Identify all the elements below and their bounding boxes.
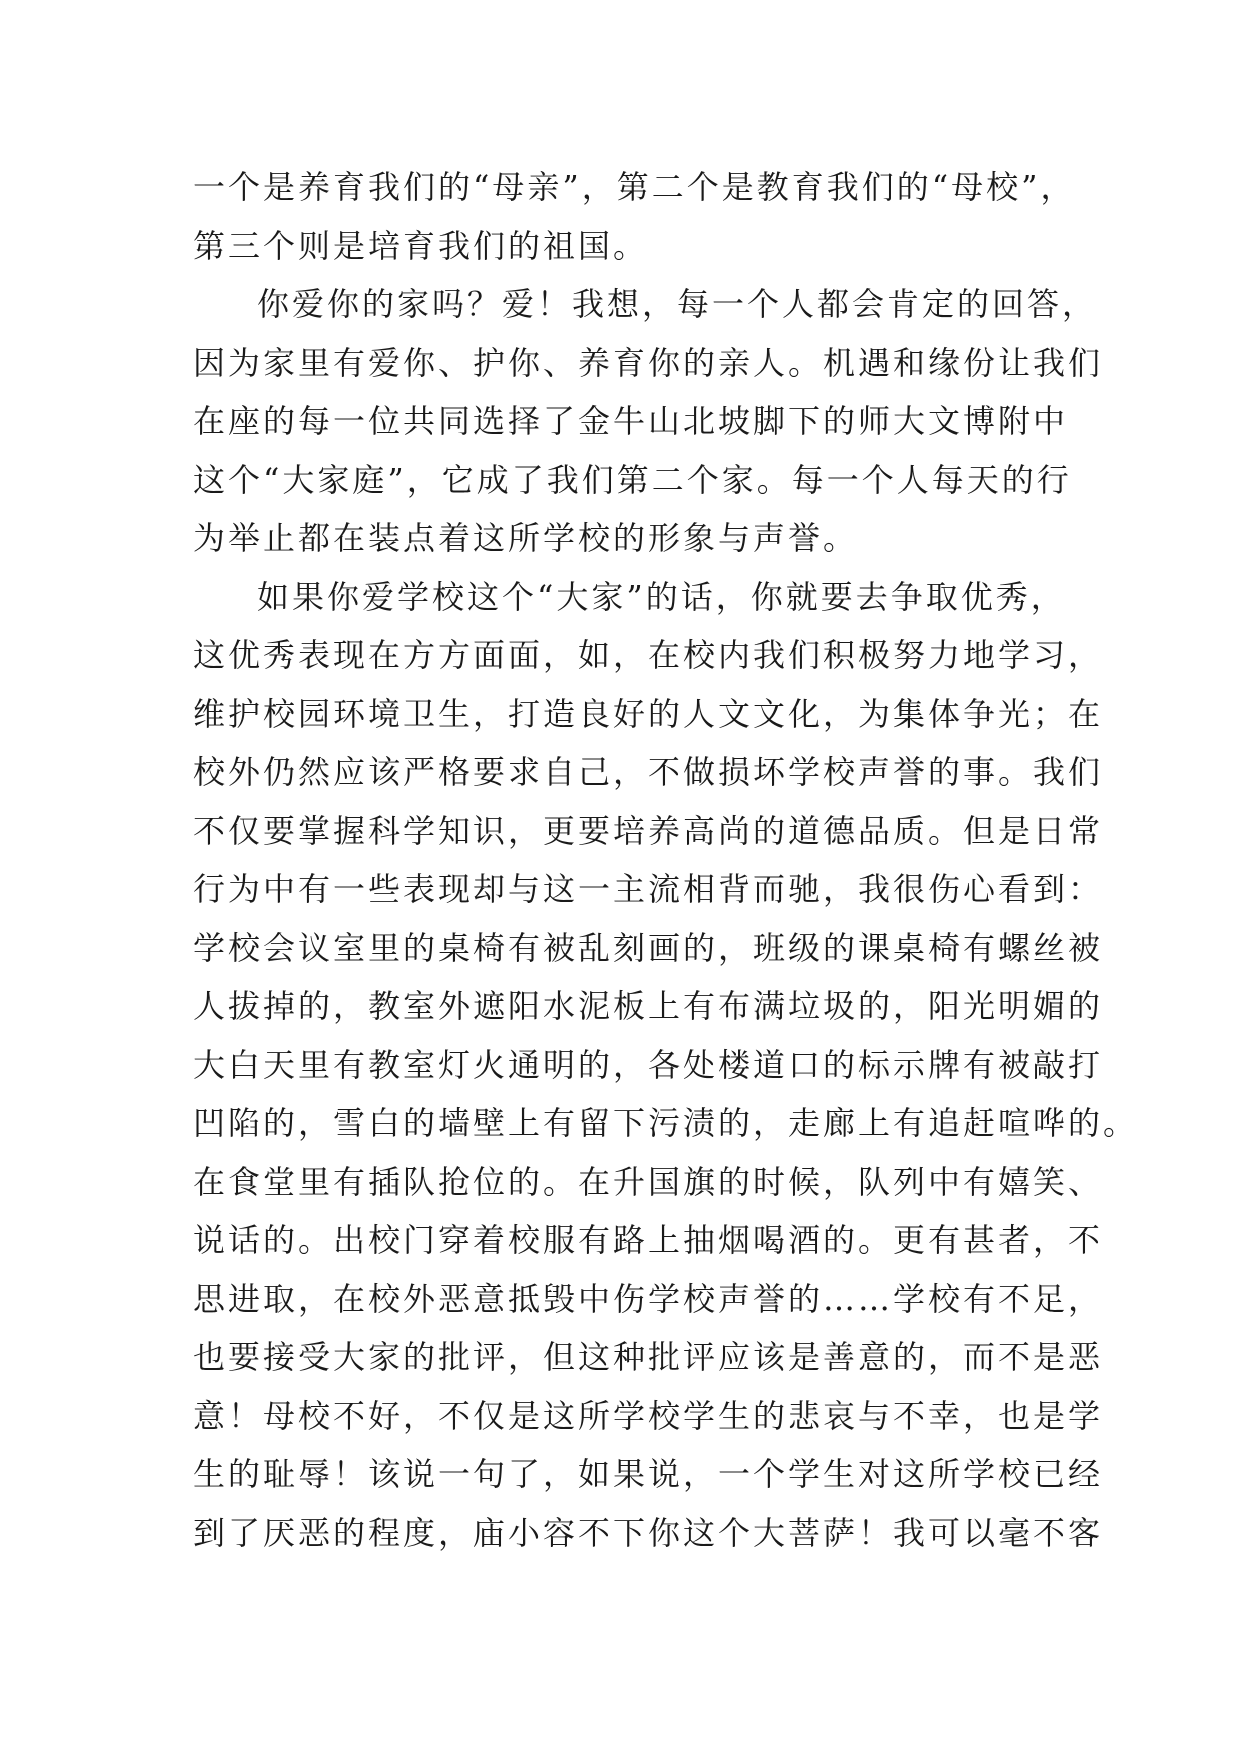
text-line: 第三个则是培育我们的祖国。 [193,226,649,265]
text-line: 为举止都在装点着这所学校的形象与声誉。 [193,519,859,557]
paragraph-first-line: 如果你爱学校这个“大家”的话，你就要去争取优秀， [257,577,1066,616]
document-body [193,158,1139,1562]
paragraph-first-line: 你爱你的家吗？爱！我想，每一个人都会肯定的回答， [257,285,1098,323]
text-line: 生的耻辱！该说一句了，如果说，一个学生对这所学校已经 [193,1455,1104,1493]
text-line: 维护校园环境卫生，打造良好的人文文化，为集体争光；在 [193,694,1104,733]
text-line: 不仅要掌握科学知识，更要培养高尚的道德品质。但是日常 [193,811,1104,850]
text-line: 也要接受大家的批评，但这种批评应该是善意的，而不是恶 [193,1338,1104,1376]
text-line: 学校会议室里的桌椅有被乱刻画的，班级的课桌椅有螺丝被 [193,928,1104,967]
text-line: 大白天里有教室灯火通明的，各处楼道口的标示牌有被敲打 [193,1045,1104,1084]
text-line: 在食堂里有插队抢位的。在升国旗的时候，队列中有嬉笑、 [193,1162,1104,1201]
text-line: 这个“大家庭”，它成了我们第二个家。每一个人每天的行 [193,460,1072,499]
text-line: 说话的。出校门穿着校服有路上抽烟喝酒的。更有甚者，不 [193,1221,1104,1259]
text-line: 这优秀表现在方方面面，如，在校内我们积极努力地学习， [193,636,1104,674]
text-line: 人拔掉的，教室外遮阳水泥板上有布满垃圾的，阳光明媚的 [193,987,1104,1025]
text-line: 在座的每一位共同选择了金牛山北坡脚下的师大文博附中 [193,402,1069,440]
text-line: 行为中有一些表现却与这一主流相背而驰，我很伤心看到： [193,870,1104,908]
text-line: 到了厌恶的程度，庙小容不下你这个大菩萨！我可以毫不客 [193,1513,1104,1552]
text-line: 思进取，在校外恶意抵毁中伤学校声誉的……学校有不足， [193,1279,1104,1318]
text-line: 因为家里有爱你、护你、养育你的亲人。机遇和缘份让我们 [193,343,1104,382]
text-line: 凹陷的，雪白的墙壁上有留下污渍的，走廊上有追赶喧哗的。 [193,1104,1139,1142]
text-line: 意！母校不好，不仅是这所学校学生的悲哀与不幸，也是学 [193,1396,1104,1435]
text-line: 校外仍然应该严格要求自己，不做损坏学校声誉的事。我们 [193,753,1104,791]
text-line: 一个是养育我们的“母亲”，第二个是教育我们的“母校”， [193,168,1076,206]
